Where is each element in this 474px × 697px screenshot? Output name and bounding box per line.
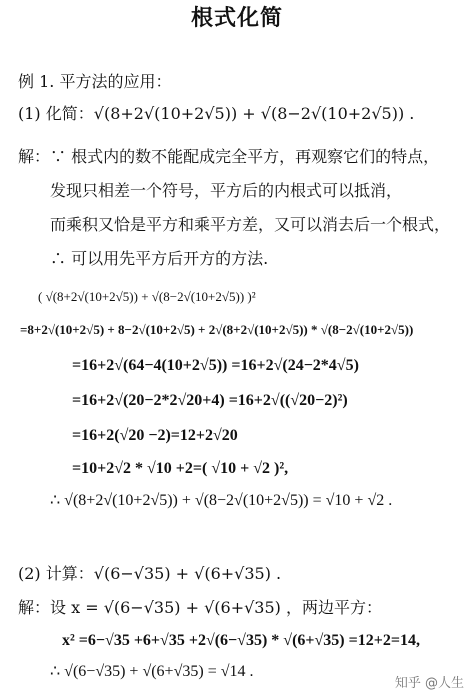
part2-solution: 解：设 x = √(6−√35) + √(6+√35) ，两边平方：: [18, 598, 382, 617]
solution-line-2: 发现只相差一个符号，平方后的内根式可以抵消，: [50, 181, 403, 200]
part2-step-1: x² =6−√35 +6+√35 +2√(6−√35) * √(6+√35) =12+2=14,: [62, 632, 420, 649]
derivation-step-3: =16+2√(20−2*2√20+4) =16+2√((√20−2)²): [72, 392, 348, 409]
solution-line-4: ∴ 可以用先平方后开方的方法.: [50, 249, 269, 268]
derivation-step-5: =10+2√2 * √10 +2=( √10 + √2 )²,: [72, 460, 289, 477]
page-title: 根式化简: [190, 6, 283, 31]
derivation-step-1: =8+2√(10+2√5) + 8−2√(10+2√5) + 2√(8+2√(10+2√5)) * √(8−2√(10+2√5)): [20, 322, 414, 337]
watermark: 知乎 @人生: [394, 676, 464, 691]
derivation-step-2: =16+2√(64−4(10+2√5)) =16+2√(24−2*4√5): [72, 357, 359, 374]
derivation-step-4: =16+2(√20 −2)=12+2√20: [72, 427, 238, 444]
example-heading: 例 1. 平方法的应用：: [18, 72, 172, 91]
part2-step-2: ∴ √(6−√35) + √(6+√35) = √14 .: [50, 663, 254, 680]
part2-prompt: (2) 计算：√(6−√35) + √(6+√35) .: [18, 564, 282, 583]
derivation-step-0: ( √(8+2√(10+2√5)) + √(8−2√(10+2√5)) )²: [38, 289, 256, 304]
part1-prompt: (1) 化简：√(8+2√(10+2√5)) + √(8−2√(10+2√5)) .: [18, 104, 415, 123]
derivation-conclusion: ∴ √(8+2√(10+2√5)) + √(8−2√(10+2√5)) = √10 + √2 .: [50, 492, 393, 509]
solution-line-1: 解：∵ 根式内的数不能配成完全平方，再观察它们的特点，: [18, 147, 440, 166]
solution-line-3: 而乘积又恰是平方和乘平方差，又可以消去后一个根式，: [50, 215, 451, 234]
